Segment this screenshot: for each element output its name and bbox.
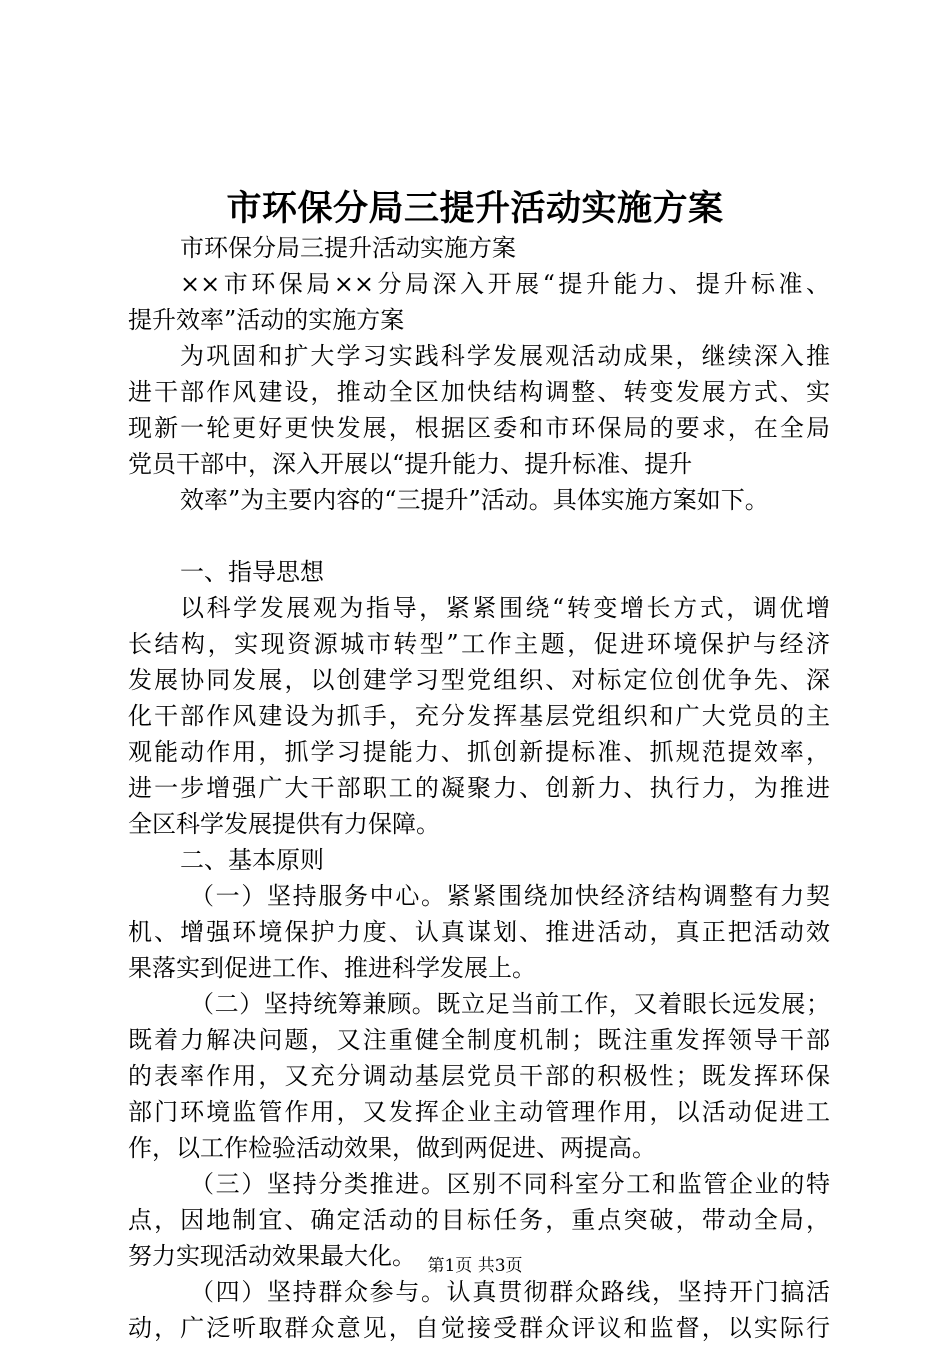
paragraph-line: 动，广泛听取群众意见，自觉接受群众评议和监督，以实际行 <box>128 1314 830 1342</box>
paragraph-line: 以科学发展观为指导，紧紧围绕“转变增长方式，调优增 <box>180 594 830 622</box>
paragraph-line: 为巩固和扩大学习实践科学发展观活动成果，继续深入推 <box>180 342 830 370</box>
paragraph-line: 进一步增强广大干部职工的凝聚力、创新力、执行力，为推进 <box>128 774 830 802</box>
paragraph-line: 长结构，实现资源城市转型”工作主题，促进环境保护与经济 <box>128 630 830 658</box>
heading-line: 提升效率”活动的实施方案 <box>128 306 405 334</box>
paragraph-line: 党员干部中，深入开展以“提升能力、提升标准、提升 <box>128 450 693 478</box>
paragraph-line: （三）坚持分类推进。区别不同科室分工和监管企业的特 <box>190 1170 830 1198</box>
paragraph-line: 效率”为主要内容的“三提升”活动。具体实施方案如下。 <box>180 486 769 514</box>
paragraph-line: 现新一轮更好更快发展，根据区委和市环保局的要求，在全局 <box>128 414 830 442</box>
paragraph-line: 部门环境监管作用，又发挥企业主动管理作用，以活动促进工 <box>128 1098 830 1126</box>
paragraph-line: 进干部作风建设，推动全区加快结构调整、转变发展方式、实 <box>128 378 830 406</box>
document-body <box>128 230 830 1346</box>
paragraph-line: 机、增强环境保护力度、认真谋划、推进活动，真正把活动效 <box>128 918 830 946</box>
paragraph-line: （一）坚持服务中心。紧紧围绕加快经济结构调整有力契 <box>190 882 830 910</box>
paragraph-line: 果落实到促进工作、推进科学发展上。 <box>128 954 536 982</box>
paragraph-line: 的表率作用，又充分调动基层党员干部的积极性；既发挥环保 <box>128 1062 830 1090</box>
heading-line: ××市环保局××分局深入开展“提升能力、提升标准、 <box>180 270 830 298</box>
paragraph-line: 点，因地制宜、确定活动的目标任务，重点突破，带动全局， <box>128 1206 830 1234</box>
paragraph-line: （四）坚持群众参与。认真贯彻群众路线，坚持开门搞活 <box>190 1278 830 1306</box>
paragraph-line: 全区科学发展提供有力保障。 <box>128 810 440 838</box>
section-heading: 一、指导思想 <box>180 558 324 586</box>
paragraph-line: 努力实现活动效果最大化。 <box>128 1242 416 1270</box>
paragraph-line: 作，以工作检验活动效果，做到两促进、两提高。 <box>128 1134 656 1162</box>
paragraph-line: 发展协同发展，以创建学习型党组织、对标定位创优争先、深 <box>128 666 830 694</box>
section-heading: 二、基本原则 <box>180 846 324 874</box>
paragraph-line: （二）坚持统筹兼顾。既立足当前工作，又着眼长远发展； <box>190 990 830 1018</box>
paragraph-line: 观能动作用，抓学习提能力、抓创新提标准、抓规范提效率， <box>128 738 830 766</box>
subtitle-line: 市环保分局三提升活动实施方案 <box>180 234 516 262</box>
document-title: 市环保分局三提升活动实施方案 <box>226 188 724 229</box>
page-indicator: 第1页 共3页 <box>427 1256 523 1276</box>
paragraph-line: 既着力解决问题，又注重健全制度机制；既注重发挥领导干部 <box>128 1026 830 1054</box>
paragraph-line: 化干部作风建设为抓手，充分发挥基层党组织和广大党员的主 <box>128 702 830 730</box>
blank-line <box>128 518 830 554</box>
